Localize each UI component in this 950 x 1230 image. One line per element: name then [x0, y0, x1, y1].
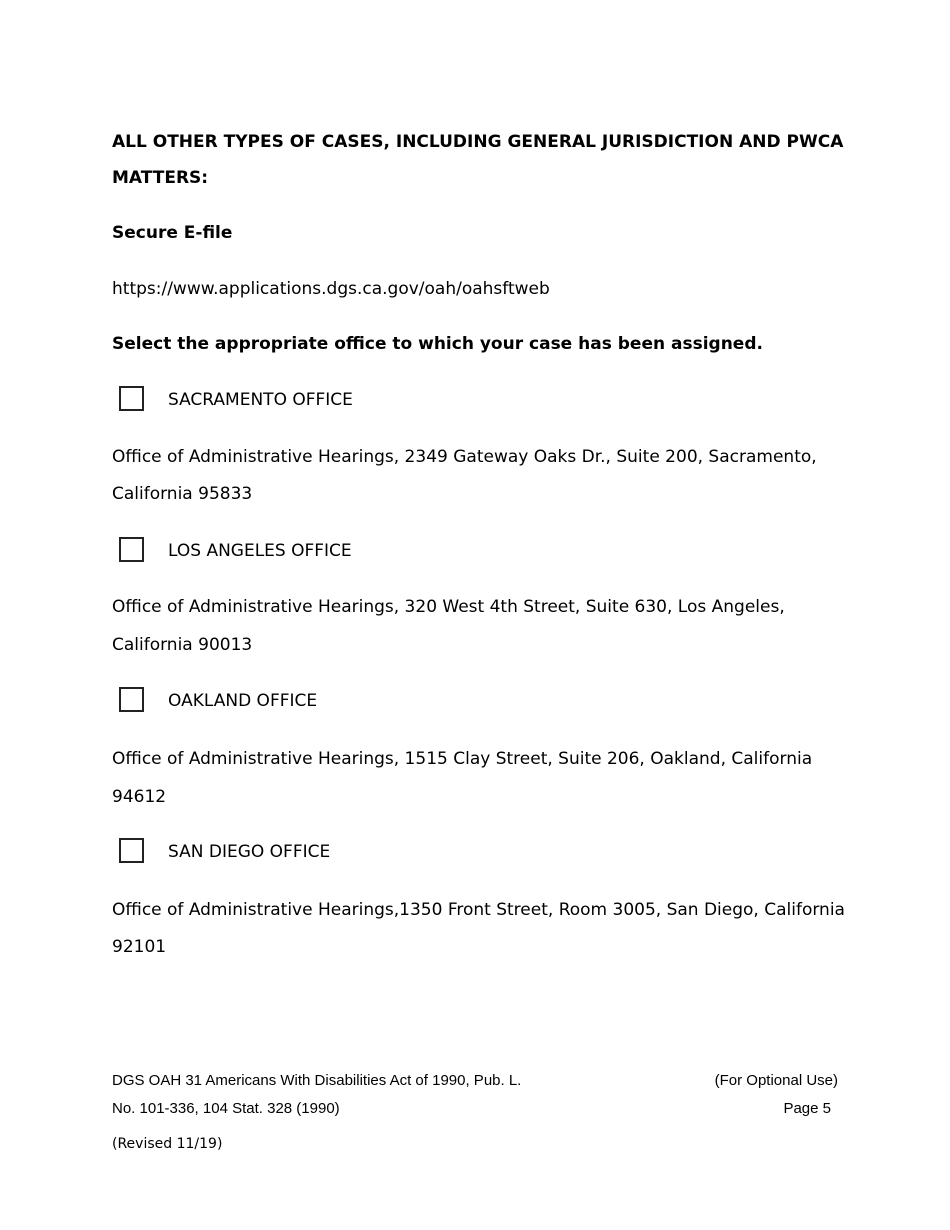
footer-optional-use: (For Optional Use) [714, 1072, 838, 1089]
footer-page-number: Page 5 [783, 1100, 831, 1117]
oakland-label: OAKLAND OFFICE [168, 691, 318, 711]
sacramento-checkbox[interactable] [119, 386, 144, 411]
footer-revised: (Revised 11/19) [112, 1136, 223, 1152]
instruction: Select the appropriate office to which your case has been assigned. [112, 334, 763, 354]
section-heading-line1: ALL OTHER TYPES OF CASES, INCLUDING GENERAL JURISDICTION AND PWCA [112, 132, 844, 152]
san-diego-checkbox[interactable] [119, 838, 144, 863]
sacramento-address-line1: Office of Administrative Hearings, 2349 Gateway Oaks Dr., Suite 200, Sacramento, [112, 447, 817, 467]
san-diego-address-line1: Office of Administrative Hearings,1350 Front Street, Room 3005, San Diego, California [112, 900, 845, 920]
los-angeles-checkbox[interactable] [119, 537, 144, 562]
oakland-address-line2: 94612 [112, 787, 167, 807]
sacramento-address-line2: California 95833 [112, 484, 253, 504]
san-diego-label: SAN DIEGO OFFICE [168, 842, 331, 862]
efile-url: https://www.applications.dgs.ca.gov/oah/oahsftweb [112, 279, 550, 299]
footer-form-line1: DGS OAH 31 Americans With Disabilities Act of 1990, Pub. L. [112, 1072, 522, 1089]
efile-title: Secure E-file [112, 223, 233, 243]
section-heading-line2: MATTERS: [112, 168, 209, 188]
oakland-address-line1: Office of Administrative Hearings, 1515 Clay Street, Suite 206, Oakland, California [112, 749, 813, 769]
los-angeles-address-line1: Office of Administrative Hearings, 320 West 4th Street, Suite 630, Los Angeles, [112, 597, 785, 617]
los-angeles-address-line2: California 90013 [112, 635, 253, 655]
oakland-checkbox[interactable] [119, 687, 144, 712]
san-diego-address-line2: 92101 [112, 937, 167, 957]
footer-form-line2: No. 101-336, 104 Stat. 328 (1990) [112, 1100, 340, 1117]
sacramento-label: SACRAMENTO OFFICE [168, 390, 353, 410]
los-angeles-label: LOS ANGELES OFFICE [168, 541, 352, 561]
